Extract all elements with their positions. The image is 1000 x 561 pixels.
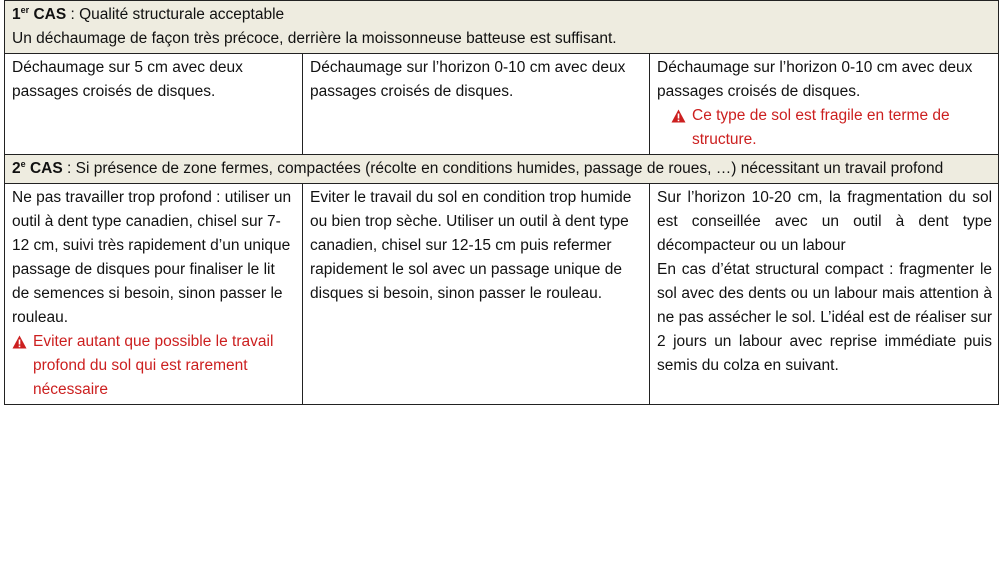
case2-warning [12, 330, 296, 402]
case2-header-row [5, 155, 999, 184]
case2-label: 2e CAS [12, 158, 63, 177]
case1-cell-1-text: Déchaumage sur 5 cm avec deux passages croisés de disques. [12, 59, 243, 100]
case2-warning-text: Eviter autant que possible le travail profond du sol qui est rarement nécessaire [33, 333, 274, 398]
case1-cell-2-text: Déchaumage sur l’horizon 0-10 cm avec deux passages croisés de disques. [310, 59, 626, 100]
case1-title: : Qualité structurale acceptable [66, 6, 285, 23]
case1-description: Un déchaumage de façon très précoce, derrière la moissonneuse batteuse est suffisant. [12, 30, 617, 47]
case2-cell-3-text: Sur l’horizon 10-20 cm, la fragmentation du sol est conseillée avec un outil à dent type décompacteur ou un labour [657, 189, 993, 254]
case1-warning-text: Ce type de sol est fragile en terme de structure. [692, 107, 950, 148]
case1-header [5, 1, 999, 54]
case2-header [5, 155, 999, 184]
case2-row [5, 184, 999, 405]
case2-heading [12, 157, 992, 181]
case2-cell-2-text: Eviter le travail du sol en condition trop humide ou bien trop sèche. Utiliser un outil à dent type canadien, chisel sur 12-15 cm puis refermer rapidement le sol avec un passage unique de disques si besoin, sinon passer le rouleau. [310, 189, 632, 302]
case2-cell-1-text: Ne pas travailler trop profond : utiliser un outil à dent type canadien, chisel sur 7-12 cm, suivi très rapidement d’un unique passage de disques pour finaliser le lit de semences si besoin, sinon passer le rouleau. [12, 189, 292, 326]
warning-triangle-icon [671, 109, 686, 123]
case2-cell-2 [303, 184, 650, 405]
case2-title: : Si présence de zone fermes, compactées (récolte en conditions humides, passage de roues, …) nécessitant un travail profond [62, 160, 944, 177]
warning-triangle-icon [12, 335, 27, 349]
case2-cell-1 [5, 184, 303, 405]
case1-cell-3-text: Déchaumage sur l’horizon 0-10 cm avec deux passages croisés de disques. [657, 59, 973, 100]
case1-row [5, 54, 999, 155]
case1-cell-2 [303, 54, 650, 155]
case1-cell-3 [650, 54, 999, 155]
case2-cell-3-text2: En cas d’état structural compact : fragmenter le sol avec des dents ou un labour mais attention à ne pas assécher le sol. L’idéal est de réaliser sur 2 jours un labour avec reprise immédiate puis semis du colza en suivant. [657, 261, 993, 374]
case1-cell-1 [5, 54, 303, 155]
case1-warning [657, 104, 992, 152]
tillage-table [4, 0, 999, 405]
case1-label: 1er CAS [12, 4, 67, 23]
case2-cell-3 [650, 184, 999, 405]
case1-heading [12, 3, 992, 27]
case1-header-row [5, 1, 999, 54]
